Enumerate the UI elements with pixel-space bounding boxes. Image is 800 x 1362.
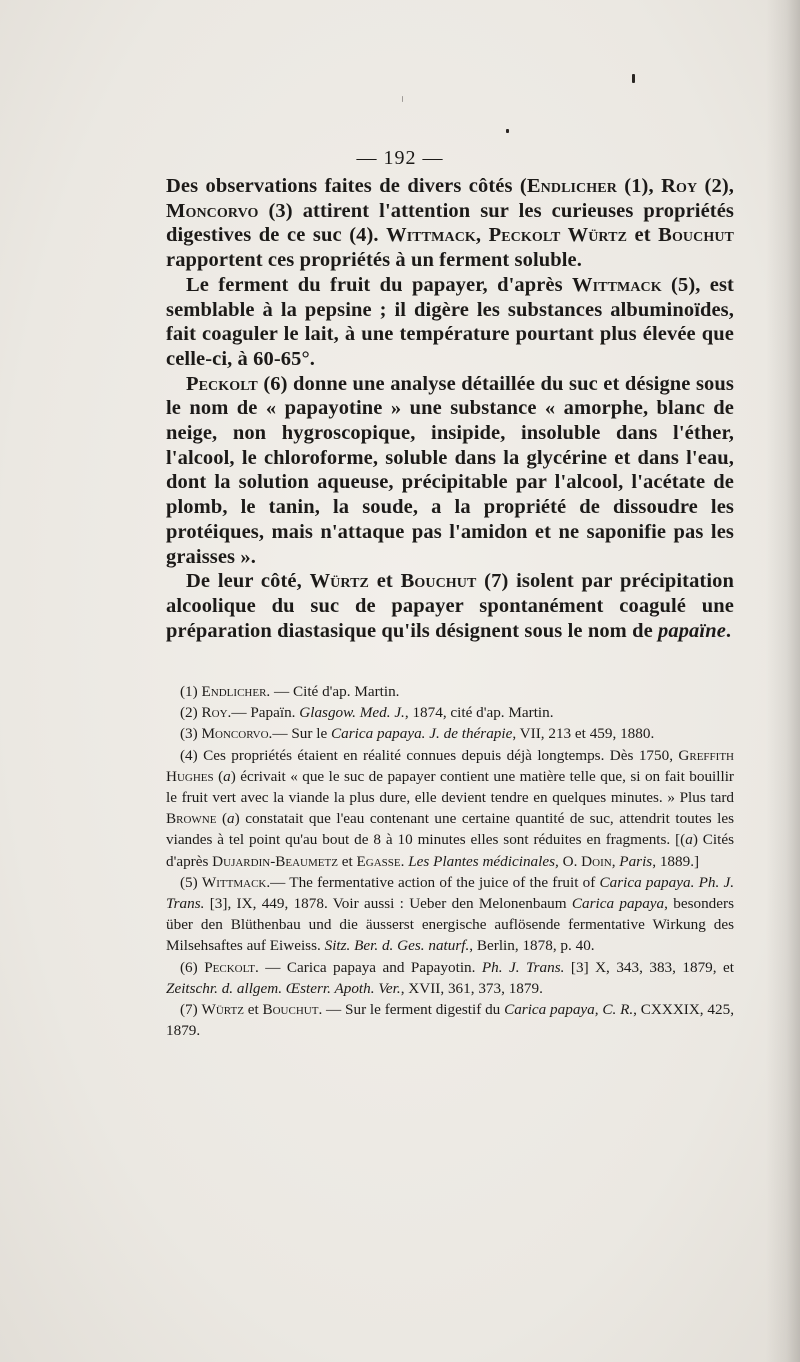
- paragraph-2: Le ferment du fruit du papayer, d'après Wittmack (5), est semblable à la pepsine ; il digère les substances albuminoïdes, fait coaguler le lait, à une température pourtant plus élevée que celle-ci, à 60-65°.: [166, 273, 734, 370]
- page-number: — 192 —: [356, 147, 444, 169]
- footnote-4: (4) Ces propriétés étaient en réalité connues depuis déjà longtemps. Dès 1750, Greffith Hughes (a) écrivait « que le suc de papayer contient une matière telle que, si on fait bouillir le fruit vert avec la viande la plus dure, elle devient tendre en quelques minutes. » Plus tard Browne (a) constatait que l'eau contenant une certaine quantité de suc, attendrit toutes les viandes à tel point qu'au bout de 8 à 10 minutes elles sont réduites en fragments. [(a) Cités d'après Dujardin-Beaumetz et Egasse. Les Plantes médicinales, O. Doin, Paris, 1889.]: [166, 746, 735, 870]
- paragraph-4: De leur côté, Würtz et Bouchut (7) isolent par précipitation alcoolique du suc de papayer spontanément coagulé une préparation diastasique qu'ils désignent sous le nom de papaïne.: [166, 570, 734, 642]
- paragraph-3: Peckolt (6) donne une analyse détaillée du suc et désigne sous le nom de « papayotine » une substance « amorphe, blanc de neige, non hygroscopique, insipide, insoluble dans l'éther, l'alcool, le chloroforme, soluble dans la glycérine et dans l'eau, dont la solution aqueuse, précipitable par l'alcool, l'acétate de plomb, le tanin, la soude, a la propriété de dissoudre les protéiques, mais n'attaque pas l'amidon et ne saponifie pas les graisses ».: [166, 372, 734, 568]
- ink-speck: [632, 74, 635, 83]
- footnotes: [166, 681, 734, 1041]
- footnote-5: (5) Wittmack.— The fermentative action of the juice of the fruit of Carica papaya. Ph. J. Trans. [3], IX, 449, 1878. Voir aussi : Ueber den Melonenbaum Carica papaya, besonders über den Blüthenbau und die äusserst energische auflösende fermentative Wirkung des Milsehsaftes auf Eiweiss. Sitz. Ber. d. Ges. naturf., Berlin, 1878, p. 40.: [166, 873, 734, 955]
- footnote-6: (6) Peckolt. — Carica papaya and Papayotin. Ph. J. Trans. [3] X, 343, 383, 1879, et Zeitschr. d. allgem. Œsterr. Apoth. Ver., XVII, 361, 373, 1879.: [166, 958, 735, 997]
- footnote-3: (3) Moncorvo.— Sur le Carica papaya. J. de thérapie, VII, 213 et 459, 1880.: [180, 725, 655, 743]
- main-text: [166, 174, 734, 643]
- paragraph-1: Des observations faites de divers côtés (Endlicher (1), Roy (2), Moncorvo (3) attirent l'attention sur les curieuses propriétés digestives de ce suc (4). Wittmack, Peckolt Würtz et Bouchut rapportent ces propriétés à un ferment soluble.: [166, 175, 734, 272]
- ink-speck: [506, 129, 509, 133]
- page-edge-shadow: [766, 0, 800, 1362]
- footnote-7: (7) Würtz et Bouchut. — Sur le ferment digestif du Carica papaya, C. R., CXXXIX, 425, 1879.: [166, 1001, 734, 1040]
- footnote-2: (2) Roy.— Papaïn. Glasgow. Med. J., 1874, cité d'ap. Martin.: [180, 704, 554, 722]
- footnote-1: (1) Endlicher. — Cité d'ap. Martin.: [180, 683, 400, 700]
- ink-speck: [402, 96, 403, 102]
